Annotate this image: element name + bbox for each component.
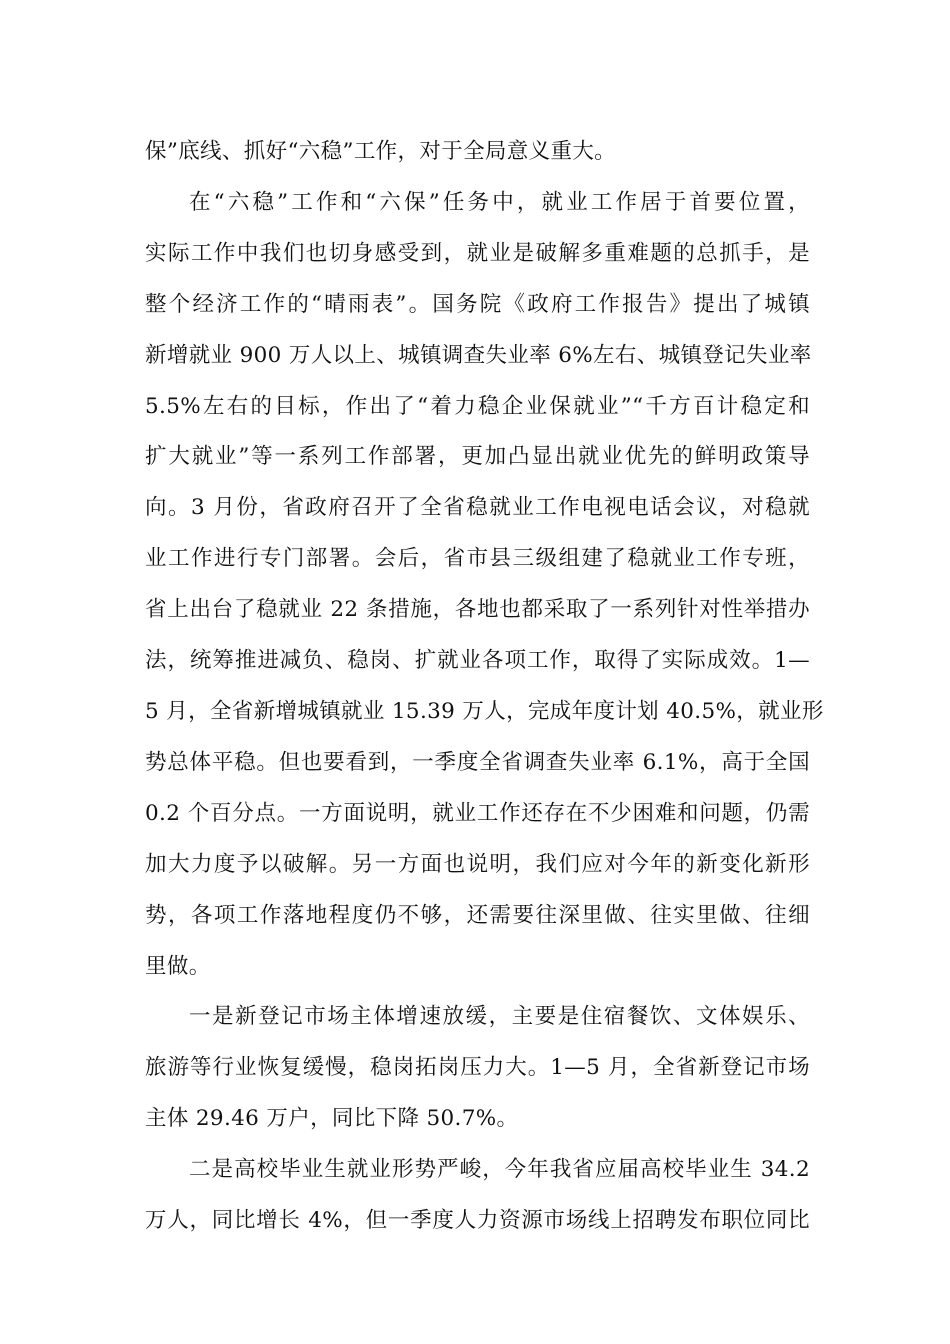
text-line: 势总体平稳。但也要看到，一季度全省调查失业率 6.1%，高于全国 <box>145 749 810 775</box>
text-line: 旅游等行业恢复缓慢，稳岗拓岗压力大。1—5 月，全省新登记市场 <box>145 1055 810 1081</box>
text-line: 一是新登记市场主体增速放缓，主要是住宿餐饮、文体娱乐、 <box>189 1004 810 1030</box>
paragraph-1 <box>145 178 824 993</box>
text-line: 5 月，全省新增城镇就业 15.39 万人，完成年度计划 40.5%，就业形 <box>145 698 824 724</box>
paragraph-3 <box>145 1145 810 1247</box>
text-line: 新增就业 900 万人以上、城镇调查失业率 6%左右、城镇登记失业率 <box>145 342 812 368</box>
paragraph-2 <box>145 992 810 1145</box>
text-line: 势，各项工作落地程度仍不够，还需要往深里做、往实里做、往细 <box>145 902 810 928</box>
text-line: 业工作进行专门部署。会后，省市县三级组建了稳就业工作专班， <box>145 546 810 572</box>
text-line: 扩大就业”等一系列工作部署，更加凸显出就业优先的鲜明政策导 <box>145 444 810 470</box>
document-body <box>145 127 824 1247</box>
paragraph-0 <box>145 127 810 178</box>
text-line: 万人，同比增长 4%，但一季度人力资源市场线上招聘发布职位同比 <box>145 1208 810 1234</box>
text-line: 5.5%左右的目标，作出了“着力稳企业保就业”“千方百计稳定和 <box>145 393 810 419</box>
text-line: 加大力度予以破解。另一方面也说明，我们应对今年的新变化新形 <box>145 851 810 877</box>
text-line: 法，统筹推进减负、稳岗、扩就业各项工作，取得了实际成效。1— <box>145 648 810 674</box>
text-line: 整个经济工作的“晴雨表”。国务院《政府工作报告》提出了城镇 <box>145 291 810 317</box>
text-line: 二是高校毕业生就业形势严峻，今年我省应届高校毕业生 34.2 <box>189 1157 810 1183</box>
text-line: 实际工作中我们也切身感受到，就业是破解多重难题的总抓手，是 <box>145 240 810 266</box>
text-line: 主体 29.46 万户，同比下降 50.7%。 <box>145 1106 519 1132</box>
text-line: 在“六稳”工作和“六保”任务中，就业工作居于首要位置， <box>189 189 810 215</box>
text-line: 向。3 月份，省政府召开了全省稳就业工作电视电话会议，对稳就 <box>145 495 810 521</box>
text-line: 里做。 <box>145 953 211 979</box>
text-line: 保”底线、抓好“六稳”工作，对于全局意义重大。 <box>145 139 617 164</box>
text-line: 0.2 个百分点。一方面说明，就业工作还存在不少困难和问题，仍需 <box>145 800 810 826</box>
text-line: 省上出台了稳就业 22 条措施，各地也都采取了一系列针对性举措办 <box>145 597 810 623</box>
